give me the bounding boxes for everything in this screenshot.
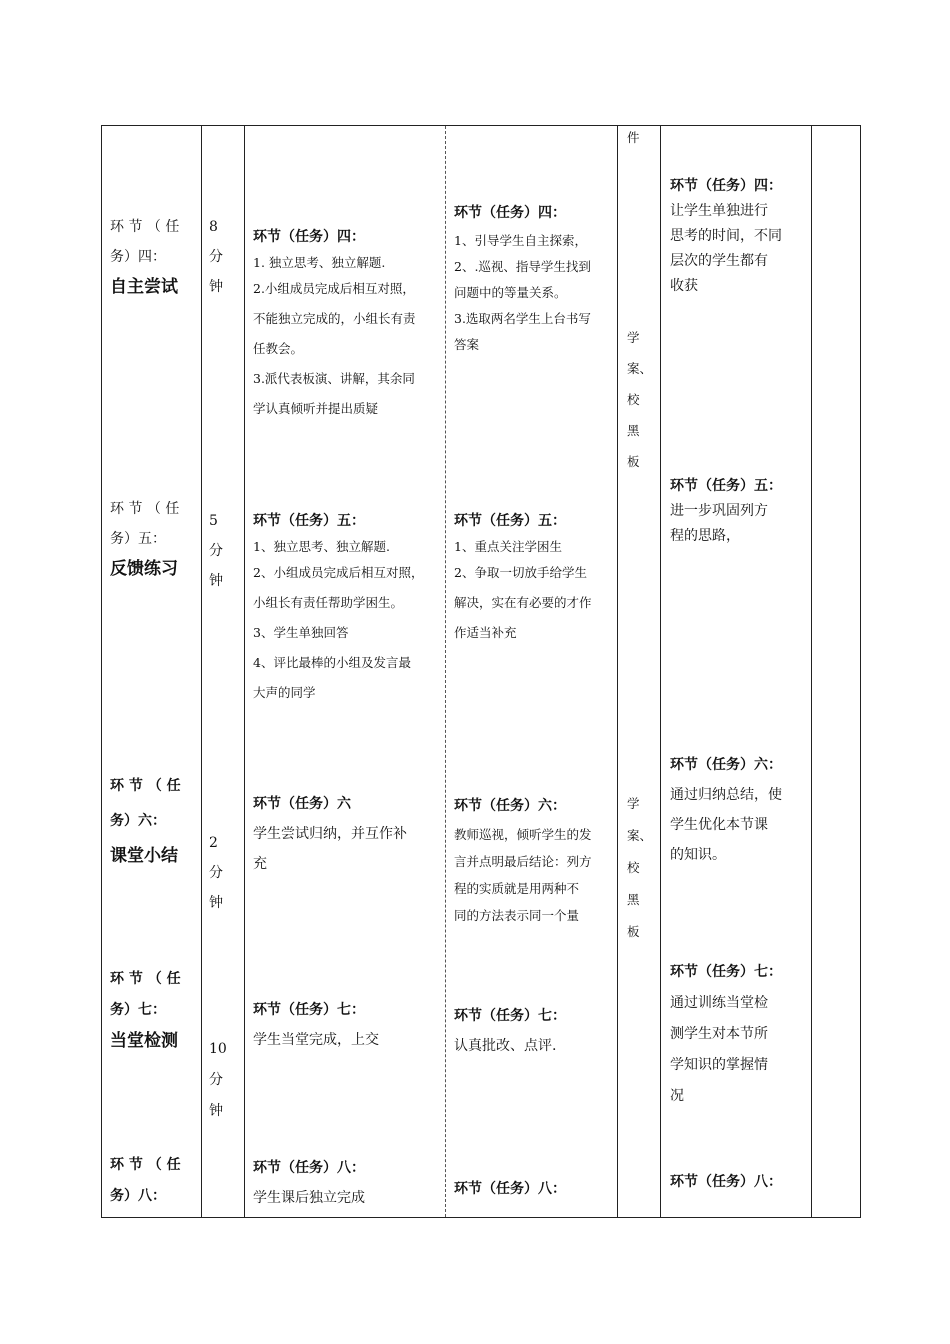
stage-8-student-activity: 环节（任务）八： 学生课后独立完成 xyxy=(253,1160,365,1206)
media-cell-1: 学 案、 校 黑 板 xyxy=(627,330,653,469)
stage-8-teacher-activity: 环节（任务）八： xyxy=(454,1181,566,1197)
stage-6-duration: 2 分 钟 xyxy=(209,835,223,911)
stage-4-label: 环 节 （ 任 务）四： 自主尝试 xyxy=(110,219,180,297)
stage-5-teacher-activity: 环节（任务）五： 1、重点关注学困生 2、争取一切放手给学生 解决，实在有必要的才作 作适当补充 xyxy=(454,513,592,640)
stage-4-teacher-activity: 环节（任务）四： 1、引导学生自主探索， 2、.巡视、指导学生找到 问题中的等量关系。 3.选取两名学生上台书写 答案 xyxy=(454,205,591,352)
stage-8-intent: 环节（任务）八： xyxy=(670,1174,782,1190)
stage-5-duration: 5 分 钟 xyxy=(209,513,223,589)
stage-7-student-activity: 环节（任务）七： 学生当堂完成，上交 xyxy=(253,1002,379,1048)
column-divider xyxy=(201,126,202,1217)
stage-6-label: 环 节 （ 任 务）六： 课堂小结 xyxy=(110,778,181,866)
stage-7-intent: 环节（任务）七： 通过训练当堂检 测学生对本节所 学知识的掌握情 况 xyxy=(670,964,782,1104)
stage-6-student-activity: 环节（任务）六 学生尝试归纳，并互作补 充 xyxy=(253,796,407,872)
stage-7-duration: 10 分 钟 xyxy=(209,1041,227,1119)
stage-8-label: 环 节 （ 任 务）八： xyxy=(110,1157,181,1204)
stage-6-intent: 环节（任务）六： 通过归纳总结，使 学生优化本节课 的知识。 xyxy=(670,757,782,863)
media-cell-top: 件 xyxy=(627,130,640,145)
stage-5-student-activity: 环节（任务）五： 1、独立思考、独立解题. 2、小组成员完成后相互对照， 小组长有责任帮助学困生。 3、学生单独回答 4、评比最棒的小组及发言最 大声的同学 xyxy=(253,513,424,700)
stage-5-intent: 环节（任务）五： 进一步巩固列方 程的思路， xyxy=(670,478,782,544)
stage-4-duration: 8 分 钟 xyxy=(209,219,223,295)
stage-6-teacher-activity: 环节（任务）六： 教师巡视，倾听学生的发 言并点明最后结论：列方 程的实质就是用两种不 同的方法表示同一个量 xyxy=(454,798,592,923)
lesson-plan-table xyxy=(101,125,861,1218)
media-cell-2: 学 案、 校 黑 板 xyxy=(627,796,653,939)
stage-7-teacher-activity: 环节（任务）七： 认真批改、点评. xyxy=(454,1008,566,1054)
column-divider xyxy=(811,126,812,1217)
column-divider xyxy=(660,126,661,1217)
stage-4-intent: 环节（任务）四： 让学生单独进行 思考的时间，不同 层次的学生都有 收获 xyxy=(670,178,782,294)
stage-7-label: 环 节 （ 任 务）七： 当堂检测 xyxy=(110,971,181,1051)
column-divider xyxy=(244,126,245,1217)
stage-4-student-activity: 环节（任务）四： 1. 独立思考、独立解题. 2.小组成员完成后相互对照， 不能独立完成的，小组长有责 任教会。 3.派代表板演、讲解，其余同 学认真倾听并提出质疑 xyxy=(253,229,416,416)
stage-5-label: 环 节 （ 任 务）五： 反馈练习 xyxy=(110,501,180,579)
